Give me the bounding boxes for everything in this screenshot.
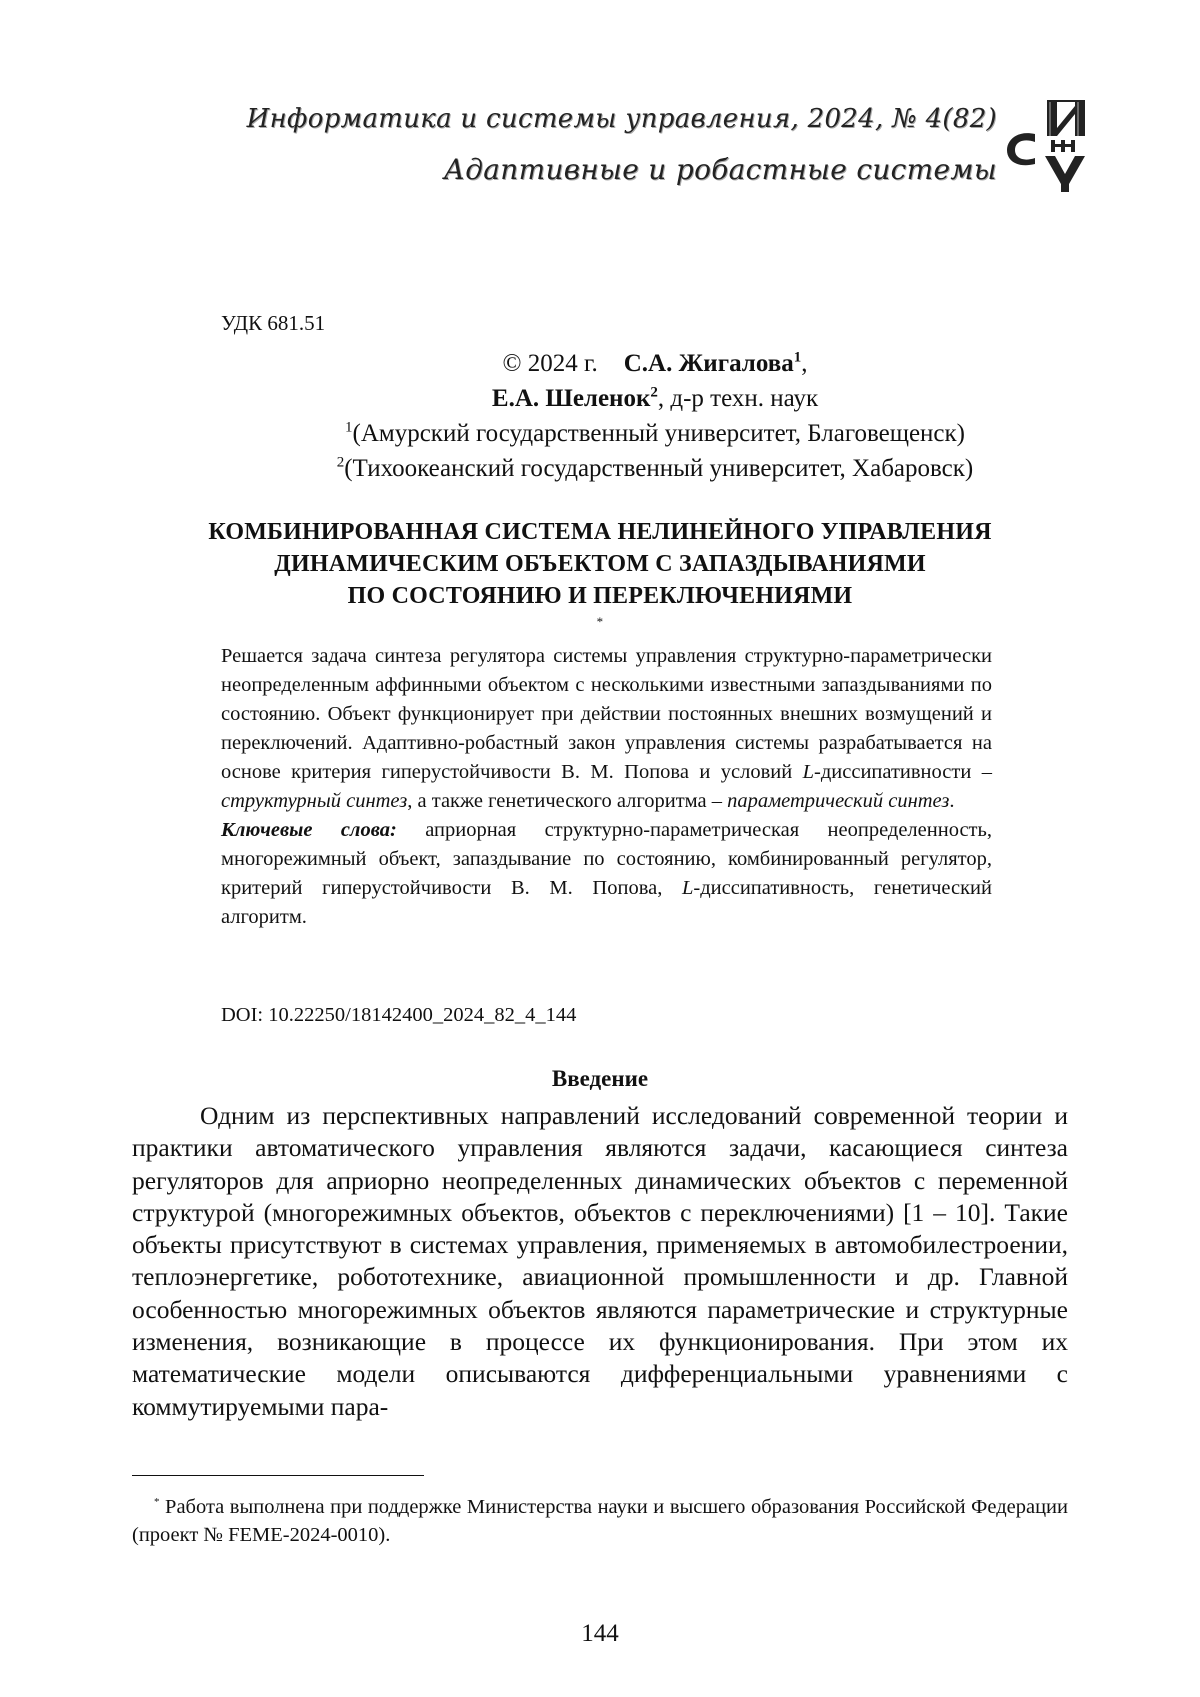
affiliation-2	[55, 455, 1200, 483]
footnote	[132, 1494, 1068, 1549]
authors-line-2	[55, 385, 1200, 413]
author-1-name: С.А. Жигалова	[623, 350, 794, 377]
doi: DOI: 10.22250/18142400_2024_82_4_144	[221, 1004, 577, 1026]
affiliation-1	[55, 420, 1200, 448]
journal-logo	[1007, 100, 1087, 192]
keywords: Ключевые слова: априорная структурно-параметрическая неопределенность, многорежимный объект, запаздывание по состоянию, комбинированный регулятор, критерий гиперустойчивости В. М. Попова, L-диссипативность, генетический алгоритм.	[221, 819, 992, 928]
section-header: Адаптивные и робастные системы	[443, 153, 997, 186]
footnote-mark: *	[154, 1496, 160, 1509]
keywords-label: Ключевые слова:	[221, 819, 397, 841]
author-1-trail: ,	[801, 350, 808, 377]
intro-body	[132, 1100, 1068, 1423]
udk-code: УДК 681.51	[221, 311, 326, 335]
author-2-degree: , д-р техн. наук	[657, 385, 819, 412]
journal-header: Информатика и системы управления, 2024, № 4(82)	[246, 104, 997, 134]
footnote-text: Работа выполнена при поддержке Министерства науки и высшего образования Российской Федерации (проект № FEME-2024-0010).	[132, 1496, 1068, 1546]
affiliation-1-mark: 1	[345, 419, 353, 436]
page-number: 144	[581, 1620, 619, 1647]
paper-title	[0, 516, 1200, 644]
abstract-text: Решается задача синтеза регулятора системы управления структурно-параметрически неопределенным аффинными объектом с несколькими известными запаздываниями по состоянию. Объект функционирует при действии постоянных внешних возмущений и переключений. Адаптивно-робастный закон управления системы разрабатывается на основе критерия гиперустойчивости В. М. Попова и условий L-диссипативности – структурный синтез, а также генетического алгоритма – параметрический синтез.	[221, 645, 992, 812]
authors-line-1	[55, 350, 1200, 378]
title-line-1: КОМБИНИРОВАННАЯ СИСТЕМА НЕЛИНЕЙНОГО УПРАВЛЕНИЯ	[208, 519, 992, 545]
author-2-name: Е.А. Шеленок	[491, 385, 651, 412]
section-heading-intro: Введение	[551, 1066, 649, 1091]
title-line-3: ПО СОСТОЯНИЮ И ПЕРЕКЛЮЧЕНИЯМИ *	[347, 583, 853, 629]
abstract-emphasis-1: структурный синтез	[221, 790, 408, 812]
affiliation-2-mark: 2	[336, 454, 345, 471]
affiliation-1-text: (Амурский государственный университет, Благовещенск)	[352, 420, 965, 447]
intro-paragraph: Одним из перспективных направлений исследований современной теории и практики автоматического управления являются задачи, касающиеся синтеза регуляторов для априорно неопределенных динамических объектов с переменной структурой (многорежимных объектов, объектов с переключениями) [1 – 10]. Такие объекты присутствуют в системах управления, применяемых в автомобилестроении, теплоэнергетике, робототехнике, авиационной промышленности и др. Главной особенностью многорежимных объектов являются параметрические и структурные изменения, возникающие в процессе их функционирования. При этом их математические модели описываются дифференциальными уравнениями с коммутируемыми пара-	[132, 1101, 1068, 1421]
affiliation-2-text: (Тихоокеанский государственный университет, Хабаровск)	[344, 455, 974, 482]
footnote-rule	[132, 1475, 424, 1476]
title-line-2: ДИНАМИЧЕСКИМ ОБЪЕКТОМ С ЗАПАЗДЫВАНИЯМИ	[274, 551, 926, 577]
author-1-mark: 1	[793, 349, 802, 366]
title-footnote-mark: *	[596, 614, 604, 629]
author-2-mark: 2	[650, 384, 658, 401]
copyright-year: © 2024 г.	[502, 350, 598, 377]
abstract	[221, 642, 992, 932]
abstract-emphasis-2: параметрический синтез	[727, 790, 950, 812]
